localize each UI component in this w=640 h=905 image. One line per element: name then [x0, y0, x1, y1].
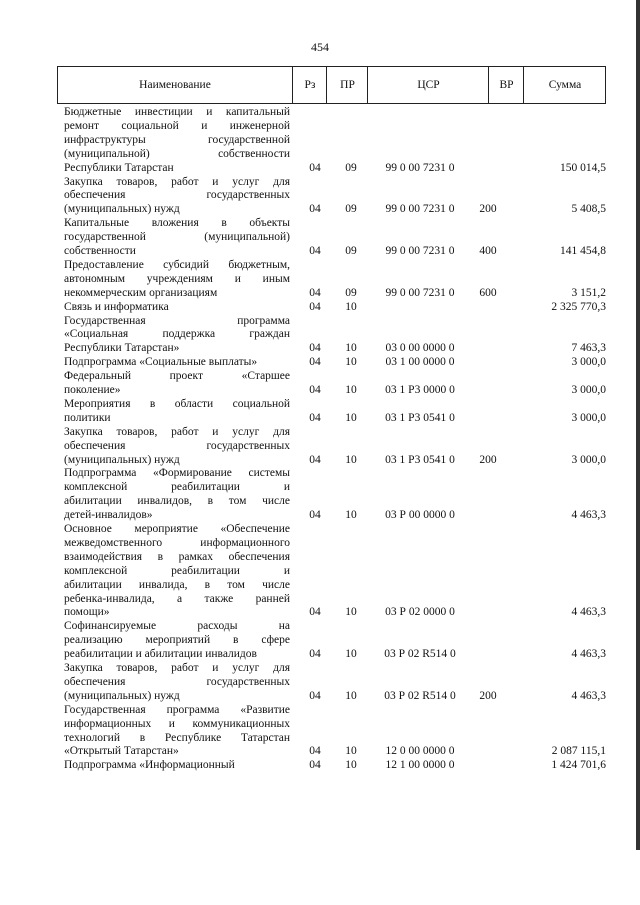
row-name-line: обеспечения государственных	[64, 675, 290, 688]
row-name-line: «Социальная поддержка граждан	[64, 328, 290, 341]
page-number: 454	[311, 40, 329, 54]
row-rz: 04	[309, 411, 321, 424]
row-pr: 10	[345, 648, 357, 661]
row-pr: 10	[345, 606, 357, 619]
row-csr: 99 0 00 7231 0	[385, 161, 455, 174]
row-rz: 04	[309, 453, 321, 466]
row-name-line: абилитации инвалида, в том числе	[64, 578, 290, 591]
row-csr: 03 1 Р3 0000 0	[385, 384, 455, 396]
row-sum: 4 463,3	[571, 689, 606, 702]
row-sum: 1 424 701,6	[551, 759, 606, 772]
row-csr: 99 0 00 7231 0	[385, 203, 455, 216]
row-name-line: Подпрограмма «Информационный	[64, 759, 235, 772]
row-pr: 09	[345, 203, 357, 216]
row-sum: 4 463,3	[571, 648, 606, 661]
row-pr: 10	[345, 411, 357, 424]
row-pr: 10	[345, 300, 357, 313]
row-pr: 10	[345, 453, 357, 466]
row-name-line: технологий в Республике Татарстан	[64, 731, 290, 744]
row-csr: 03 Р 00 0000 0	[385, 509, 455, 522]
row-name-line: Бюджетные инвестиции и капитальный	[64, 106, 290, 118]
row-vr	[470, 648, 506, 661]
row-csr: 12 0 00 0000 0	[385, 745, 455, 758]
row-name-line: Государственная программа	[64, 314, 290, 327]
row-csr: 99 0 00 7231 0	[385, 286, 455, 299]
row-rz: 04	[309, 648, 321, 661]
row-vr	[470, 162, 506, 175]
row-csr: 03 Р 02 R514 0	[384, 648, 456, 661]
row-name-line: автономным учреждениям и иным	[64, 272, 290, 285]
row-vr	[470, 606, 506, 619]
header-vr: ВР	[488, 67, 524, 103]
row-name-line: Закупка товаров, работ и услуг для	[64, 662, 290, 674]
row-name-line: (муниципальных) нужд	[64, 453, 180, 466]
row-rz: 04	[309, 509, 321, 522]
row-csr: 03 1 00 0000 0	[385, 356, 455, 369]
row-vr	[470, 384, 506, 397]
row-vr: 200	[479, 689, 497, 702]
row-pr: 10	[345, 356, 357, 369]
row-name-line: ребенка-инвалида, а также ранней	[64, 592, 290, 605]
row-sum: 4 463,3	[571, 509, 606, 522]
row-pr: 10	[345, 745, 357, 758]
row-vr	[470, 342, 506, 355]
row-pr: 09	[345, 161, 357, 174]
row-vr: 400	[479, 245, 497, 257]
row-vr	[470, 301, 506, 314]
row-name-line: комплексной реабилитации и	[64, 481, 290, 494]
row-name-line: детей-инвалидов»	[64, 509, 153, 522]
row-csr: 03 1 Р3 0541 0	[385, 411, 455, 424]
row-sum: 7 463,3	[571, 342, 606, 355]
row-name-line: взаимодействия в рамках обеспечения	[64, 550, 290, 563]
row-name-line: обеспечения государственных	[64, 189, 290, 202]
header-csr: ЦСР	[367, 67, 489, 103]
row-rz: 04	[309, 356, 321, 369]
row-name-line: Федеральный проект «Старшее	[64, 370, 290, 383]
row-csr: 03 0 00 0000 0	[385, 342, 455, 355]
scan-edge	[636, 0, 640, 850]
row-csr: 03 Р 02 0000 0	[385, 606, 455, 619]
row-sum: 150 014,5	[560, 161, 606, 174]
row-name-line: Закупка товаров, работ и услуг для	[64, 425, 290, 438]
row-vr	[470, 412, 506, 425]
row-name-line: Закупка товаров, работ и услуг для	[64, 175, 290, 188]
row-name-line: Подпрограмма «Формирование системы	[64, 467, 290, 480]
row-name-line: инфраструктуры государственной	[64, 133, 290, 146]
row-name-line: некоммерческим организациям	[64, 286, 218, 299]
row-name-line: Предоставление субсидий бюджетным,	[64, 258, 290, 271]
row-name-line: Основное мероприятие «Обеспечение	[64, 523, 290, 535]
row-rz: 04	[309, 759, 321, 772]
row-name-line: Мероприятия в области социальной	[64, 397, 290, 410]
row-sum: 3 151,2	[571, 286, 606, 299]
row-name-line: Республики Татарстан»	[64, 342, 180, 355]
row-pr: 09	[345, 245, 357, 257]
row-name-line: Подпрограмма «Социальные выплаты»	[64, 356, 258, 369]
row-name-line: политики	[64, 411, 111, 424]
row-rz: 04	[309, 203, 321, 216]
header-pr: ПР	[326, 67, 368, 103]
header-sum: Сумма	[523, 67, 606, 103]
row-name-line: помощи»	[64, 606, 110, 619]
row-pr: 09	[345, 286, 357, 299]
row-sum: 4 463,3	[571, 606, 606, 619]
row-pr: 10	[345, 384, 357, 396]
row-name-line: комплексной реабилитации и	[64, 564, 290, 577]
row-rz: 04	[309, 342, 321, 355]
row-vr	[470, 356, 506, 369]
row-rz: 04	[309, 745, 321, 758]
row-sum: 5 408,5	[571, 203, 606, 216]
row-vr: 200	[479, 453, 497, 466]
row-name-line: Государственная программа «Развитие	[64, 703, 290, 716]
row-csr: 03 Р 02 R514 0	[384, 689, 456, 702]
row-pr: 10	[345, 509, 357, 522]
row-name-line: собственности	[64, 245, 136, 257]
row-name-line: абилитации инвалидов, в том числе	[64, 495, 290, 508]
row-rz: 04	[309, 384, 321, 396]
row-name-line: информационных и коммуникационных	[64, 717, 290, 730]
row-name-line: (муниципальной) собственности	[64, 147, 290, 160]
row-rz: 04	[309, 245, 321, 257]
row-rz: 04	[309, 689, 321, 702]
row-pr: 10	[345, 759, 357, 772]
row-rz: 04	[309, 161, 321, 174]
row-sum: 3 000,0	[571, 384, 606, 396]
row-vr: 200	[479, 203, 497, 216]
row-name-line: Республики Татарстан	[64, 161, 174, 174]
row-name-line: государственной (муниципальной)	[64, 231, 290, 244]
row-csr	[370, 301, 470, 314]
row-name-line: Капитальные вложения в объекты	[64, 217, 290, 230]
row-sum: 3 000,0	[571, 453, 606, 466]
row-csr: 12 1 00 0000 0	[385, 759, 455, 772]
header-name: Наименование	[139, 79, 211, 91]
row-name-line: реализацию мероприятий в сфере	[64, 634, 290, 647]
row-name-line: поколение»	[64, 384, 121, 396]
row-name-line: межведомственного информационного	[64, 536, 290, 549]
row-name-line: ремонт социальной и инженерной	[64, 119, 290, 132]
row-sum: 2 087 115,1	[551, 745, 606, 758]
row-name-line: Связь и информатика	[64, 300, 169, 313]
row-vr	[470, 745, 506, 758]
row-sum: 3 000,0	[571, 356, 606, 369]
row-rz: 04	[309, 606, 321, 619]
row-pr: 10	[345, 342, 357, 355]
table-header	[57, 66, 606, 104]
row-name-line: обеспечения государственных	[64, 439, 290, 452]
row-name-line: (муниципальных) нужд	[64, 203, 180, 216]
row-csr: 99 0 00 7231 0	[385, 245, 455, 257]
row-name-line: «Открытый Татарстан»	[64, 745, 179, 758]
row-vr	[470, 509, 506, 522]
row-csr: 03 1 Р3 0541 0	[385, 453, 455, 466]
row-vr	[470, 759, 506, 772]
row-name-line: Софинансируемые расходы на	[64, 620, 290, 633]
header-rz: Рз	[292, 67, 327, 103]
row-vr: 600	[479, 286, 497, 299]
row-rz: 04	[309, 286, 321, 299]
row-sum: 2 325 770,3	[551, 300, 606, 313]
row-rz: 04	[309, 300, 321, 313]
row-name-line: (муниципальных) нужд	[64, 689, 180, 702]
row-pr: 10	[345, 689, 357, 702]
row-name-line: реабилитации и абилитации инвалидов	[64, 648, 257, 661]
row-sum: 141 454,8	[560, 245, 606, 257]
row-sum: 3 000,0	[571, 411, 606, 424]
